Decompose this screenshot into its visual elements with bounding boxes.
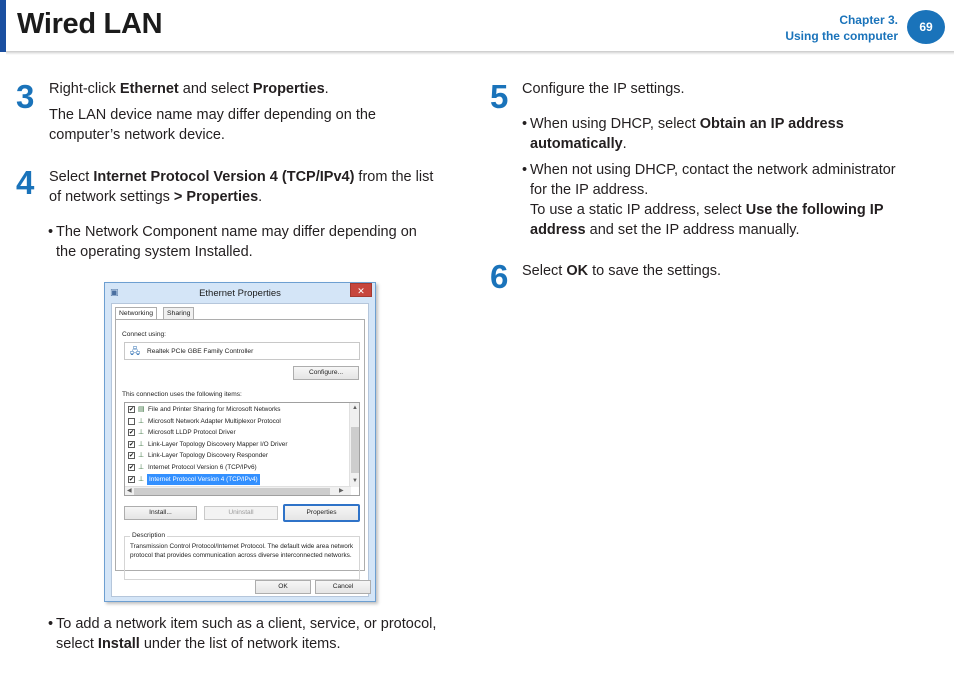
- static-line-4: [530, 220, 934, 240]
- item-checkbox[interactable]: ✔: [129, 441, 135, 448]
- step-5-number: 5: [490, 78, 509, 115]
- list-item[interactable]: [128, 439, 340, 451]
- dhcp-automatically: automatically: [530, 136, 623, 152]
- install-bullet-text-2: under the list of network items.: [139, 636, 341, 652]
- step-3-note: [49, 105, 459, 145]
- step-3-text-2: and select: [178, 81, 253, 97]
- protocol-icon: ⊥: [138, 475, 145, 483]
- description-label: Description: [132, 532, 165, 539]
- dhcp-period: .: [622, 136, 627, 152]
- step-3-text: Right-click: [49, 81, 120, 97]
- bullet-dot: •: [522, 116, 528, 132]
- networking-panel: [115, 319, 365, 571]
- page-number-badge: 69: [907, 10, 945, 44]
- step-4-ipv4: Internet Protocol Version 4 (TCP/IPv4): [93, 169, 355, 185]
- scroll-up-icon[interactable]: ▲: [352, 405, 358, 411]
- configure-button[interactable]: Configure...: [293, 366, 359, 380]
- file-sharing-icon: ▤: [138, 406, 145, 413]
- chapter-number: Chapter 3.: [839, 13, 898, 27]
- page-title: Wired LAN: [17, 8, 163, 40]
- step-3-period: .: [324, 81, 329, 97]
- static-text-2: and set the IP address manually.: [585, 222, 800, 238]
- step-4-number: 4: [16, 164, 35, 201]
- chapter-label: [785, 12, 898, 44]
- step-6-text: Select: [522, 263, 567, 279]
- dialog-title-bar: [105, 283, 375, 301]
- scroll-right-icon[interactable]: ▶: [339, 488, 344, 494]
- description-text: Transmission Control Protocol/Internet Protocol. The default wide area network protocol that provides communication across diverse interconnected networks.: [130, 543, 354, 559]
- vertical-scrollbar[interactable]: [349, 403, 359, 487]
- step-4-period: .: [258, 189, 263, 205]
- dialog-title: Ethernet Properties: [199, 288, 281, 299]
- list-item[interactable]: [128, 450, 340, 462]
- tab-networking[interactable]: Networking: [115, 307, 157, 320]
- bullet-dot: •: [48, 616, 54, 632]
- step-6-text-2: to save the settings.: [588, 263, 722, 279]
- network-items-list[interactable]: [124, 402, 360, 496]
- step-3-properties: Properties: [252, 81, 325, 97]
- protocol-icon: ⊥: [138, 452, 145, 460]
- item-label: Internet Protocol Version 4 (TCP/IPv4): [149, 475, 258, 483]
- ok-button[interactable]: OK: [255, 580, 311, 594]
- ethernet-properties-dialog: [104, 282, 376, 602]
- uninstall-button[interactable]: Uninstall: [204, 506, 278, 520]
- step-4-text-2: from the list: [354, 169, 434, 185]
- item-checkbox[interactable]: ✔: [129, 407, 135, 413]
- horizontal-scrollbar[interactable]: [125, 486, 351, 495]
- step-3-note-line-2: computer’s network device.: [49, 127, 225, 143]
- step-3-number: 3: [16, 78, 35, 115]
- protocol-icon: ⊥: [138, 464, 145, 471]
- static-line-2: for the IP address.: [530, 182, 649, 198]
- static-line-1: When not using DHCP, contact the network administrator: [530, 162, 896, 178]
- protocol-icon: ⊥: [138, 429, 145, 437]
- item-checkbox[interactable]: ✔: [129, 453, 135, 460]
- list-item[interactable]: [128, 404, 340, 416]
- item-checkbox[interactable]: ✔: [129, 465, 135, 471]
- install-button[interactable]: Install...: [124, 506, 197, 520]
- step-3-note-line-1: The LAN device name may differ depending on the: [49, 107, 376, 123]
- properties-button[interactable]: Properties: [283, 504, 360, 522]
- item-label: Microsoft LLDP Protocol Driver: [148, 429, 236, 437]
- list-item[interactable]: [128, 416, 340, 428]
- item-label: Microsoft Network Adapter Multiplexor Protocol: [148, 417, 281, 425]
- step-4-instruction: [49, 167, 469, 207]
- step-4-bullet: [48, 222, 468, 262]
- items-list-label: This connection uses the following items:: [122, 391, 242, 398]
- item-label: Link-Layer Topology Discovery Responder: [148, 452, 268, 460]
- step-4-line-2: [49, 187, 469, 207]
- install-bullet: [48, 614, 468, 654]
- step-5-bullet-static: [522, 160, 934, 240]
- step-4-line-1: [49, 167, 469, 187]
- header-accent-bar: [0, 0, 6, 52]
- step-4-bullet-line-1: The Network Component name may differ depending on: [56, 224, 417, 240]
- list-item[interactable]: [128, 462, 340, 474]
- dhcp-text: When using DHCP, select: [530, 116, 700, 132]
- step-6-number: 6: [490, 258, 509, 295]
- static-text: To use a static IP address, select: [530, 202, 746, 218]
- network-app-icon: ▣: [110, 287, 119, 297]
- step-5-bullet-dhcp: [522, 114, 934, 154]
- dhcp-line-2: [530, 134, 934, 154]
- item-checkbox[interactable]: [128, 418, 135, 425]
- step-4-bullet-line-2: the operating system Installed.: [56, 244, 253, 260]
- scrollbar-thumb[interactable]: [134, 488, 330, 495]
- adapter-box: [124, 342, 360, 360]
- description-group: [124, 532, 360, 580]
- step-5-instruction: Configure the IP settings.: [522, 81, 685, 97]
- step-3-ethernet: Ethernet: [119, 81, 179, 97]
- tab-sharing[interactable]: Sharing: [163, 307, 194, 320]
- static-line-3: [530, 200, 934, 220]
- item-label: Link-Layer Topology Discovery Mapper I/O Driver: [148, 440, 288, 448]
- item-checkbox[interactable]: ✔: [129, 430, 135, 437]
- dhcp-line-1: [530, 114, 934, 134]
- dialog-body: [111, 303, 369, 597]
- chapter-subtitle: Using the computer: [785, 29, 898, 43]
- list-item[interactable]: [128, 427, 340, 439]
- install-bullet-line-1: To add a network item such as a client, service, or protocol,: [56, 616, 437, 632]
- close-icon[interactable]: ✕: [350, 283, 372, 297]
- scroll-left-icon[interactable]: ◀: [127, 488, 132, 494]
- step-4-text: Select: [49, 169, 94, 185]
- step-4-text-3: of network settings: [49, 189, 174, 205]
- protocol-icon: ⊥: [138, 417, 145, 425]
- step-4-properties: > Properties: [173, 189, 259, 205]
- install-bullet-text: select: [56, 636, 98, 652]
- static-use-following-ip: Use the following IP: [745, 202, 884, 218]
- bullet-dot: •: [522, 162, 528, 178]
- scrollbar-thumb[interactable]: [351, 427, 359, 473]
- item-checkbox[interactable]: ✔: [129, 476, 135, 483]
- install-bullet-install: Install: [97, 636, 140, 652]
- step-6-ok: OK: [566, 263, 589, 279]
- header-divider: [6, 51, 954, 55]
- item-label: Internet Protocol Version 6 (TCP/IPv6): [148, 464, 257, 471]
- network-adapter-icon: 🖧: [130, 346, 141, 356]
- item-label: File and Printer Sharing for Microsoft Networks: [148, 406, 281, 413]
- step-6-instruction: [522, 261, 932, 281]
- cancel-button[interactable]: Cancel: [315, 580, 371, 594]
- connect-using-label: Connect using:: [122, 331, 166, 338]
- adapter-name: Realtek PCIe GBE Family Controller: [147, 348, 254, 355]
- scroll-down-icon[interactable]: ▼: [352, 478, 358, 484]
- step-3-instruction: [49, 79, 459, 99]
- static-address: address: [530, 222, 586, 238]
- dhcp-obtain-ip: Obtain an IP address: [699, 116, 844, 132]
- list-item-ipv4-selected[interactable]: [128, 474, 340, 486]
- protocol-icon: ⊥: [138, 440, 145, 448]
- bullet-dot: •: [48, 224, 54, 240]
- install-bullet-line-2: [56, 634, 468, 654]
